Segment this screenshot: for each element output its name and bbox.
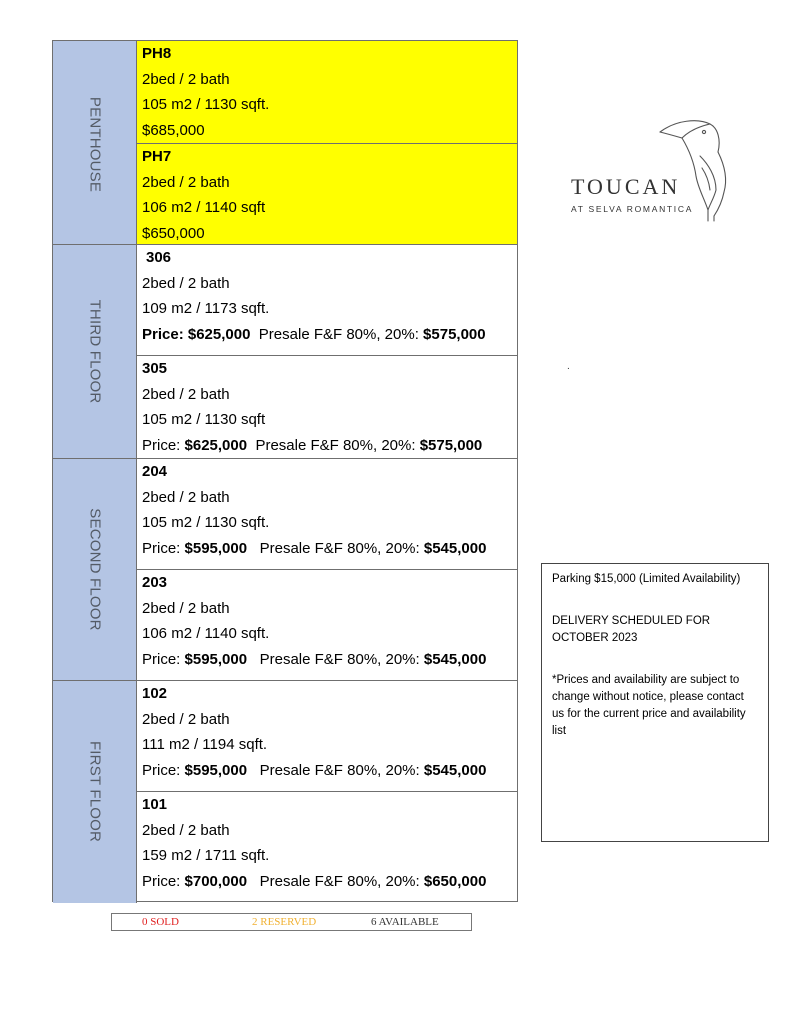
presale-value: $545,000 <box>423 650 487 668</box>
floor-label-text: PENTHOUSE <box>86 96 103 193</box>
unit-price-line <box>142 433 517 459</box>
toucan-logo <box>568 118 733 223</box>
parking-note: Parking $15,000 (Limited Availability) <box>552 573 741 585</box>
availability-legend <box>111 913 472 931</box>
unit-price-line <box>142 322 517 348</box>
unit-number: 102 <box>142 685 168 702</box>
unit-size: 109 m2 / 1173 sqft. <box>142 300 270 317</box>
logo-wordmark: TOUCAN <box>571 174 681 199</box>
price-value: $595,000 <box>184 761 248 779</box>
unit-size: 105 m2 / 1130 sqft. <box>142 96 270 113</box>
price-label: Price: <box>142 539 181 557</box>
presale-value: $575,000 <box>423 325 486 343</box>
unit-cell-204 <box>136 459 517 570</box>
presale-label: Presale F&F 80%, 20%: <box>255 436 416 454</box>
unit-number: PH8 <box>142 45 172 62</box>
unit-size: 159 m2 / 1711 sqft. <box>142 847 270 864</box>
unit-size: 111 m2 / 1194 sqft. <box>142 736 268 753</box>
unit-cell-ph8 <box>136 41 517 144</box>
presale-value: $545,000 <box>423 539 487 557</box>
price-value: $700,000 <box>184 872 248 890</box>
unit-beds: 2bed / 2 bath <box>142 70 230 88</box>
price-label: Price: <box>142 650 181 668</box>
delivery-note: DELIVERY SCHEDULED FOR OCTOBER 2023 <box>552 615 711 644</box>
unit-beds: 2bed / 2 bath <box>142 599 230 617</box>
unit-cell-ph7 <box>136 144 517 245</box>
unit-beds: 2bed / 2 bath <box>142 385 230 403</box>
unit-price: $685,000 <box>142 121 205 139</box>
notes-box <box>541 563 769 842</box>
price-value: $625,000 <box>184 436 248 454</box>
presale-label: Presale F&F 80%, 20%: <box>259 650 420 668</box>
floor-label-first <box>53 681 136 903</box>
floor-label-text: THIRD FLOOR <box>86 299 103 404</box>
floor-label-penthouse <box>53 41 136 245</box>
unit-beds: 2bed / 2 bath <box>142 173 230 191</box>
unit-size: 105 m2 / 1130 sqft. <box>142 514 270 531</box>
logo-subtitle: AT SELVA ROMANTICA <box>571 204 694 214</box>
unit-number: 204 <box>142 463 168 480</box>
legend-sold: 0 SOLD <box>142 916 179 928</box>
presale-value: $650,000 <box>423 872 487 890</box>
unit-price-line <box>142 647 517 673</box>
disclaimer-note: *Prices and availability are subject to change without notice, please contact us for the current price and availability list <box>552 674 746 737</box>
unit-cell-101 <box>136 792 517 903</box>
price-label: Price: <box>142 436 181 454</box>
presale-value: $545,000 <box>423 761 487 779</box>
price-label: Price: <box>142 872 181 890</box>
unit-size: 106 m2 / 1140 sqft <box>142 199 266 216</box>
unit-number: 306 <box>146 249 172 266</box>
unit-beds: 2bed / 2 bath <box>142 710 230 728</box>
stray-mark: . <box>567 361 570 372</box>
price-label: Price: <box>142 325 184 343</box>
unit-price-line <box>142 536 517 562</box>
unit-price-line <box>142 869 517 895</box>
unit-beds: 2bed / 2 bath <box>142 821 230 839</box>
presale-label: Presale F&F 80%, 20%: <box>258 325 419 343</box>
unit-cell-305 <box>136 356 517 459</box>
price-value: $595,000 <box>184 650 248 668</box>
unit-size: 105 m2 / 1130 sqft <box>142 411 266 428</box>
unit-number: 203 <box>142 574 168 591</box>
price-value: $595,000 <box>184 539 248 557</box>
unit-number: 101 <box>142 796 168 813</box>
unit-price-table <box>52 40 518 902</box>
floor-label-third <box>53 245 136 459</box>
presale-label: Presale F&F 80%, 20%: <box>259 761 420 779</box>
floor-label-second <box>53 459 136 681</box>
unit-cell-203 <box>136 570 517 681</box>
unit-size: 106 m2 / 1140 sqft. <box>142 625 270 642</box>
unit-beds: 2bed / 2 bath <box>142 488 230 506</box>
unit-number: 305 <box>142 360 168 377</box>
unit-price: $650,000 <box>142 224 205 242</box>
unit-cell-102 <box>136 681 517 792</box>
presale-label: Presale F&F 80%, 20%: <box>259 539 420 557</box>
unit-number: PH7 <box>142 148 172 165</box>
legend-available: 6 AVAILABLE <box>371 916 439 928</box>
unit-beds: 2bed / 2 bath <box>142 274 230 292</box>
price-value: $625,000 <box>187 325 251 343</box>
floor-label-text: SECOND FLOOR <box>86 508 103 631</box>
presale-label: Presale F&F 80%, 20%: <box>259 872 420 890</box>
presale-value: $575,000 <box>419 436 483 454</box>
legend-reserved: 2 RESERVED <box>252 916 317 928</box>
unit-cell-306 <box>136 245 517 356</box>
unit-price-line <box>142 758 517 784</box>
price-label: Price: <box>142 761 181 779</box>
floor-label-text: FIRST FLOOR <box>86 740 103 843</box>
